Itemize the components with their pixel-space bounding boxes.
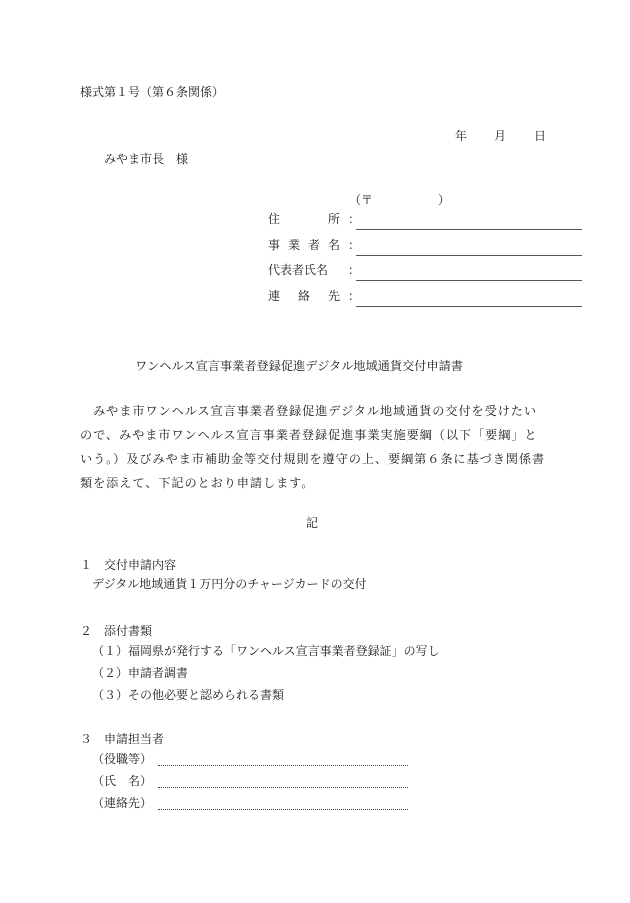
name-label: （氏 名）	[92, 774, 153, 788]
body-line: いう。）及びみやま市補助金等交付規則を遵守の上、要綱第６条に基づき関係書	[80, 452, 546, 466]
representative-name-colon: ：	[348, 263, 361, 277]
postal-code-open: （〒	[349, 193, 374, 207]
section-3-heading: ３ 申請担当者	[80, 732, 165, 746]
section-2-heading: ２ 添付書類	[80, 624, 153, 638]
business-name-input-line[interactable]	[356, 255, 582, 256]
attachment-item-1: （１）福岡県が発行する「ワンヘルス宣言事業者登録証」の写し	[92, 644, 440, 658]
position-input-line[interactable]	[158, 765, 408, 766]
body-paragraph	[80, 399, 550, 495]
contact-label: 連 絡 先	[268, 289, 340, 303]
date-month-label: 月	[494, 129, 507, 143]
document-title: ワンヘルス宣言事業者登録促進デジタル地域通貨交付申請書	[135, 359, 463, 373]
ki-heading: 記	[306, 516, 319, 530]
attachment-item-3: （３）その他必要と認められる書類	[92, 688, 285, 702]
date-year-label: 年	[455, 129, 468, 143]
business-name-colon: ：	[348, 238, 361, 252]
body-line: ので、みやま市ワンヘルス宣言事業者登録促進事業実施要綱（以下「要綱」と	[80, 428, 538, 442]
contact-colon: ：	[348, 289, 361, 303]
representative-name-input-line[interactable]	[356, 280, 582, 281]
section-1-heading: １ 交付申請内容	[80, 558, 177, 572]
body-line: 類を添えて、下記のとおり申請します。	[80, 476, 315, 490]
addressee: みやま市長 様	[104, 152, 189, 166]
representative-name-label: 代表者氏名	[268, 263, 329, 277]
postal-code-close: ）	[438, 193, 451, 207]
form-number: 様式第１号（第６条関係）	[80, 85, 225, 99]
body-line: みやま市ワンヘルス宣言事業者登録促進デジタル地域通貨の交付を受けたい	[80, 404, 537, 418]
contact-person-label: （連絡先）	[92, 796, 153, 810]
contact-person-input-line[interactable]	[158, 809, 408, 810]
contact-input-line[interactable]	[356, 306, 582, 307]
address-label: 住 所	[268, 212, 340, 226]
section-1-content: デジタル地域通貨１万円分のチャージカードの交付	[92, 577, 367, 591]
attachment-item-2: （２）申請者調書	[92, 666, 189, 680]
business-name-label: 事 業 者 名	[268, 238, 340, 252]
address-colon: ：	[348, 212, 361, 226]
name-input-line[interactable]	[158, 787, 408, 788]
address-input-line[interactable]	[356, 229, 582, 230]
date-day-label: 日	[534, 129, 547, 143]
position-label: （役職等）	[92, 752, 153, 766]
